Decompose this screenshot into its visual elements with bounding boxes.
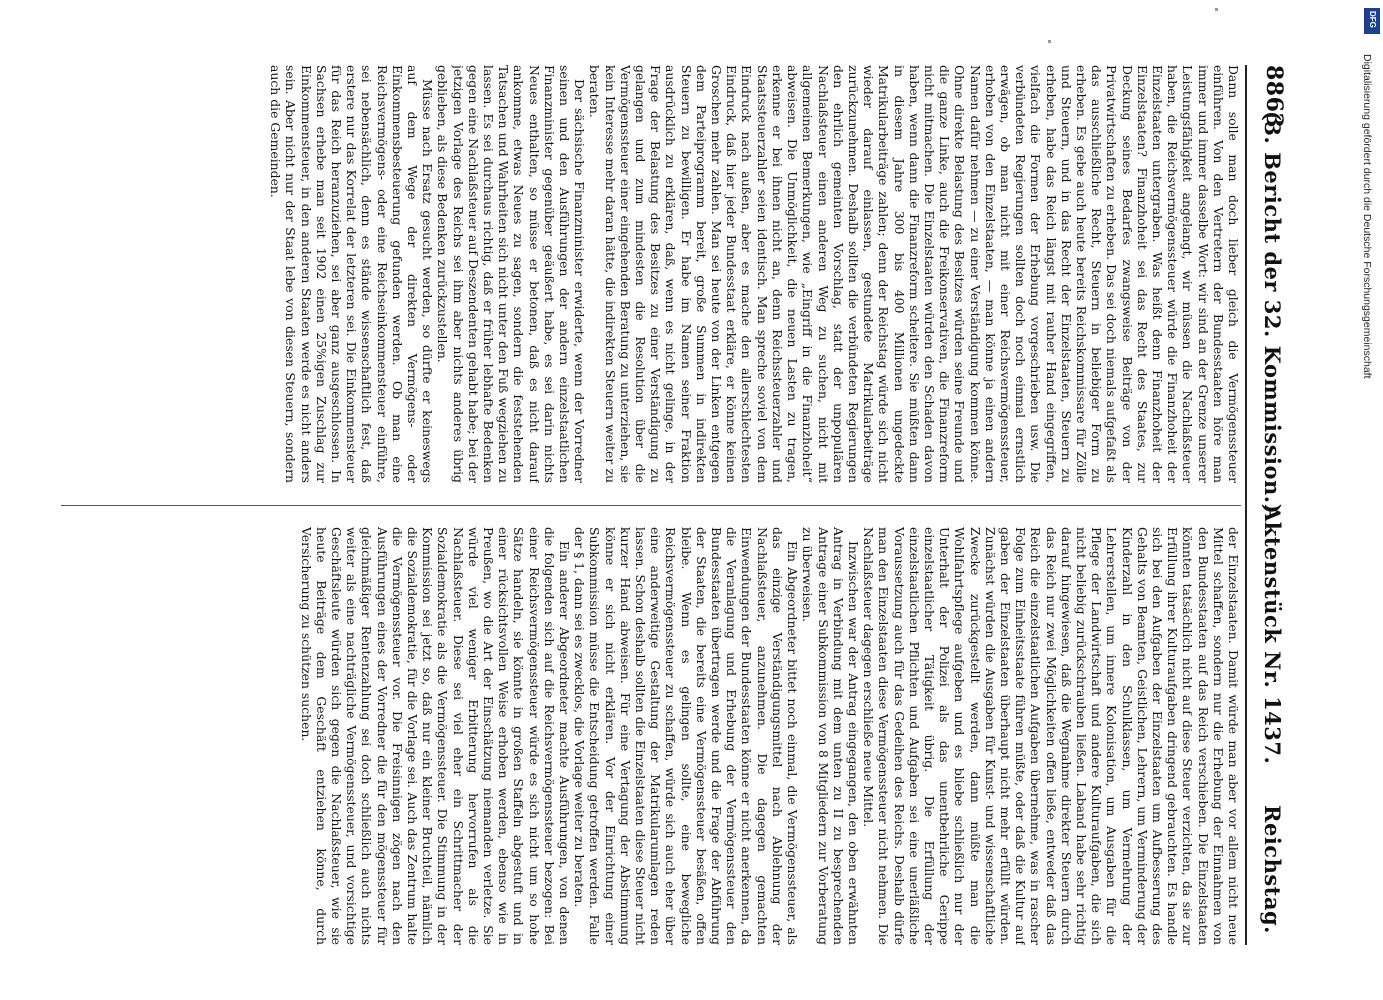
rotated-document-page [55,65,1295,945]
digitization-note [1353,14,1375,974]
scan-speck [1048,40,1051,43]
report-title: (3. Bericht der 32. Kommission.) [1260,111,1285,515]
paragraph: Inzwischen war der Antrag eingegangen, den oben erwähnten Antrag in Verbindung mit dem unten zu II zu besprechenden Antrage einer Subkommission von 8 Mitgliedern zur Vorberatung zu überweisen. [800,527,861,945]
page-header [1253,65,1295,945]
paragraph: Der sächsische Finanzminister erwiderte, wenn der Vorredner seinen und den Ausführungen der andern einzelstaatlichen Finanzminister gegenüber geäußert habe, es sei darin nichts Neues enthalten, so müsse er betonen, daß es nicht darauf ankomme, etwas Neues zu sagen, sondern die feststehenden Tatsachen und Wahrheiten sich nicht unter den Fuß wegziehen zu lassen. Es sei durchaus richtig, daß er früher lebhafte Bedenken gegen eine Nachlaßsteuer auf Deszendenten gehabt habe; bei der jetzigen Vorlage des Reichs sei ihm aber nichts anderes übrig geblieben, als diese Bedenken zurückzustellen. [435,65,588,483]
paragraph: Müsse nach Ersatz gesucht werden, so dürfte er keineswegs auf dem Wege der direkten Vermögens- oder Einkommensbesteuerung gefunden werden. Ob man eine Reichsvermögens- oder eine Reichseinkommensteuer einführe, sei nebensächlich, denn es stände wissenschaftlich fest, daß erstere nur das Korrelat der letzteren sei. Die Einkommensteuer für das Reich heranzuziehen, sei aber ganz ausgeschlossen. In Sachsen erhebe man seit 1902 einen 25%igen Zuschlag zur Einkommensteuer, in den anderen Staaten werde es nicht anders sein. Aber nicht nur der Staat lebe von diesen Steuern, sondern auch die Gemeinden. [268,65,436,483]
paragraph: Ein anderer Abgeordneter machte Ausführungen, von denen die folgenden sich auf die Reichsvermögenssteuer bezogen: Bei einer Reichsvermögenssteuer würde es sich nicht um so hohe Sätze handeln, sie könnte in großen Staffeln abgestuft und in einer rücksichtsvollen Weise erhoben werden, ebenso wie in Preußen, wo die Art der Einschätzung niemanden verletze. Sie würde viel weniger Erbitterung hervorrufen als die Nachlaßsteuer. Diese sei viel eher ein Schrittmacher der Sozialdemokratie als die Vermögenssteuer. Die Stimmung in der Kommission sei jetzt so, daß nur ein kleiner Bruchteil, nämlich die Sozialdemokratie, für die Vorlage sei. Auch das Zentrum halte die Vermögenssteuer vor. Die Freisinnigen zögen nach den Ausführungen eines der Vorredner die für den mögenssteuer für gleichmäßiger Rentenzahlung sei doch schließlich auch nichts weiter als eine nachträgliche Vermögenssteuer, und vorsichtige Geschäftsleute würden sich gegen die Nachlaßsteuer, wie sie heute Beiträge dem Geschäft entziehen könne, durch Versicherung zu schützen suchen. [298,527,573,945]
body-name: Reichstag. [1260,805,1285,934]
column-divider [61,505,1241,506]
dfg-logo-text: DFG [1368,11,1377,28]
digitization-note-text: Digitalisierung gefördert durch die Deutsche Forschungsgemeinschaft [1361,54,1373,379]
paragraph: Ein Abgeordneter bittet noch einmal, die Vermögenssteuer, als das einzige Verständigungsmittel nach Ablehnung der Nachlaßsteuer, anzunehmen. Die dagegen gemachten Einwendungen der Bundesstaaten könne er nicht anerkennen, da die Veranlagung und Erhebung der Vermögenssteuer den Bundesstaaten übertragen werde und die Frage der Abführung der Staaten, die bereits eine Vermögenssteuer besäßen, offen bleibe. Wenn es gelingen sollte, eine bewegliche Reichsvermögenssteuer zu schaffen, würde sich auch eher über eine anderweitige Gestaltung der Matrikularumlagen reden lassen. Schon deshalb sollten die Einzelstaaten diese Steuer nicht kurzer Hand abweisen. Für eine Vertagung der Abstimmung könne er sich nicht erklären. Vor der Einrichtung einer Subkommission müsse die Entscheidung getroffen werden. Falle der § 1, dann sei es zwecklos, die Vorlage weiter zu beraten. [572,527,801,945]
paragraph: der Einzelstaaten. Damit würde man aber vor allem nicht neue Mittel schaffen, sondern nur die Erhebung der Einnahmen von den Bundesstaaten auf das Reich verschieben. Die Einzelstaaten könnten tatsächlich nicht auf diese Steuer verzichten, da sie zur Erfüllung ihrer Kulturaufgaben dringend gebrauchten. Es handle sich bei den Aufgaben der Einzelstaaten um Aufbesserung des Gehalts von Beamten, Geistlichen, Lehrern, um Verminderung der Kinderzahl in den Schulklassen, um Vermehrung der Lehrerstellen, um innere Kolonisation, um Ausgaben für die Pflege der Landwirtschaft und andere Kulturaufgaben, die sich nicht beliebig zurückschrauben ließen. Laband habe sehr richtig darauf hingewiesen, daß die Wegnahme direkter Steuern durch das Reich nur zwei Möglichkeiten offen ließe, entweder daß das Reich die einzelstaatlichen Aufgaben übernehme, was in rascher Folge zum Einheitsstaate führen müßte, oder daß die Kultur auf gaben der Einzelstaaten überhaupt nicht mehr erfüllt würden. Zunächst würden die Ausgaben für Kunst- und wissenschaftliche Zwecke zurückgestellt werden, dann müßte man die Wohlfahrtspflege aufgeben und es bliebe schließlich nur der Unterhalt der Polizei als das unentbehrliche Gerippe einzelstaatlicher Tätigkeit übrig. Die Erfüllung der einzelstaatlichen Pflichten und Aufgaben sei eine unerläßliche Voraussetzung auch für das Gedeihen des Reichs. Deshalb dürfe man den Einzelstaaten diese Vermögenssteuer nicht nehmen. Die Nachlaßsteuer dagegen erschließe neue Mittel. [861,527,1241,945]
text-column-left [61,65,1241,483]
text-column-right [61,527,1241,945]
scan-speck [1215,8,1218,11]
paragraph: Dann solle man doch lieber gleich die Vermögenssteuer einführen. Von den Vertretern der Bundesstaaten höre man immer und immer dasselbe Wort: wir sind an der Grenze unserer Leistungsfähigkeit angelangt, wir müssen die Nachlaßsteuer haben, die Reichsvermögenssteuer würde die Finanzhoheit der Einzelstaaten untergraben. Was heißt denn Finanzhoheit der Einzelstaaten? Finanzhoheit sei das Recht des Staates, zur Deckung seines Bedarfes zwangsweise Beiträge von der Privatwirtschaften zu erheben. Das sei doch niemals aufgefaßt als das ausschließliche Recht, Steuern in beliebiger Form zu erheben. Es gebe auch heute bereits Reichskommissare für Zölle und Steuern, und in das Recht der Einzelstaaten, Steuern zu erheben, habe das Reich längst mit rauher Hand eingegriffen, vielfach die Formen der Erhebung vorgeschrieben usw. Die verbündeten Regierungen sollten doch noch einmal ernstlich erwägen, ob man nicht mit einer Reichsvermögenssteuer, erhoben von den Einzelstaaten, — man könne ja einen andern Namen dafür nehmen — zu einer Verständigung kommen könne. Ohne direkte Belastung des Besitzes würden seine Freunde und die ganze Linke, auch die Freikonservativen, die Finanzreform nicht mitmachen. Die Einzelstaaten würden den Schaden davon haben, wenn dann die Finanzreform scheitere. Sie müßten dann in diesem Jahre 300 bis 400 Millionen ungedeckte Matrikularbeiträge zahlen; denn der Reichstag würde sich nicht wieder darauf einlassen, gestundete Matrikularbeiträge zurückzunehmen. Deshalb sollten die verbündeten Regierungen den ehrlich gemeinten Vorschlag, statt der unpopulären Nachlaßsteuer einen anderen Weg zu suchen, nicht mit allgemeinen Bemerkungen, wie „Eingriff in die Finanzhoheit“ abweisen. Die Unmöglichkeit, die neuen Lasten zu tragen, erkenne er bei ihnen nicht an, denn Reichssteuerzahler und Staatssteuerzahler seien identisch. Man spreche soviel von dem Eindruck nach außen, aber es mache den allerschlechtesten Eindruck, daß hier jeder Bundesstaat erkläre, er könne keinen Groschen mehr zahlen. Man sei heute von der Linken entgegen dem Parteiprogramm bereit, große Summen in indirekten Steuern zu bewilligen. Er habe im Namen seiner Fraktion ausdrücklich zu erklären, daß, wenn es nicht gelinge, in der Frage der Belastung des Besitzes zu einer Verständigung zu gelangen und zum mindesten die Resolution über die Vermögenssteuer einer eingehenden Beratung zu unterziehen, sie kein Interesse mehr daran hätte, die indirekten Steuern weiter zu beraten. [587,65,1241,483]
header-rule [1245,65,1247,945]
act-number: Aktenstück Nr. 1437. [1260,505,1285,765]
page-number: 8863 [1261,65,1287,129]
